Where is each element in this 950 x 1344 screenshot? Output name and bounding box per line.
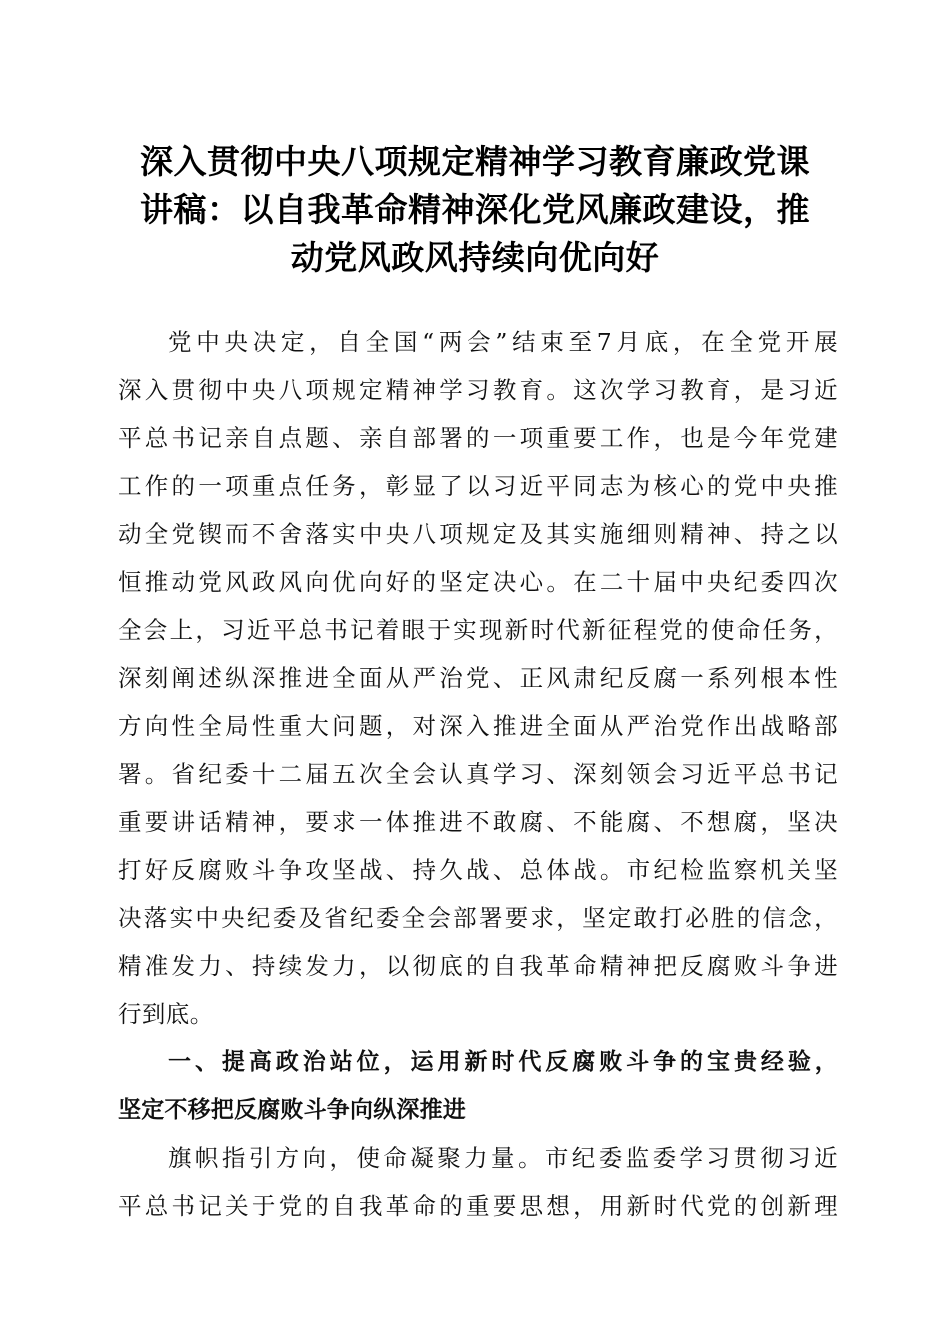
paragraph-line: 恒推动党风政风向优向好的坚定决心。在二十届中央纪委四次 — [118, 568, 838, 596]
paragraph-line: 署。省纪委十二届五次全会认真学习、深刻领会习近平总书记 — [118, 760, 838, 788]
paragraph-line: 重要讲话精神，要求一体推进不敢腐、不能腐、不想腐，坚决 — [118, 808, 838, 836]
paragraph-line: 打好反腐败斗争攻坚战、持久战、总体战。市纪检监察机关坚 — [118, 856, 838, 884]
section-heading-line: 坚定不移把反腐败斗争向纵深推进 — [118, 1097, 466, 1123]
document-title — [110, 138, 840, 282]
section-heading-line: 一、提高政治站位，运用新时代反腐败斗争的宝贵经验， — [168, 1049, 838, 1075]
title-line: 深入贯彻中央八项规定精神学习教育廉政党课 — [140, 142, 810, 181]
document-body — [118, 318, 838, 1230]
paragraph-line: 深刻阐述纵深推进全面从严治党、正风肃纪反腐一系列根本性 — [118, 664, 838, 692]
title-line: 讲稿：以自我革命精神深化党风廉政建设，推 — [140, 190, 810, 229]
paragraph-line: 旗帜指引方向，使命凝聚力量。市纪委监委学习贯彻习近 — [168, 1144, 838, 1172]
paragraph-intro — [118, 318, 838, 1038]
paragraph-line: 动全党锲而不舍落实中央八项规定及其实施细则精神、持之以 — [118, 520, 838, 548]
title-line: 动党风政风持续向优向好 — [290, 238, 660, 277]
paragraph-line: 行到底。 — [118, 1000, 214, 1028]
paragraph-line: 决落实中央纪委及省纪委全会部署要求，坚定敢打必胜的信念， — [118, 904, 838, 932]
paragraph-section-one — [118, 1134, 838, 1230]
paragraph-line: 精准发力、持续发力，以彻底的自我革命精神把反腐败斗争进 — [118, 952, 838, 980]
paragraph-line: 平总书记亲自点题、亲自部署的一项重要工作，也是今年党建 — [118, 424, 838, 452]
paragraph-line: 党中央决定，自全国“两会”结束至7月底，在全党开展 — [168, 328, 838, 356]
paragraph-line: 深入贯彻中央八项规定精神学习教育。这次学习教育，是习近 — [118, 376, 838, 404]
paragraph-line: 平总书记关于党的自我革命的重要思想，用新时代党的创新理 — [118, 1192, 838, 1220]
paragraph-line: 方向性全局性重大问题，对深入推进全面从严治党作出战略部 — [118, 712, 838, 740]
paragraph-line: 工作的一项重点任务，彰显了以习近平同志为核心的党中央推 — [118, 472, 838, 500]
paragraph-line: 全会上，习近平总书记着眼于实现新时代新征程党的使命任务， — [118, 616, 838, 644]
section-heading — [118, 1038, 838, 1134]
